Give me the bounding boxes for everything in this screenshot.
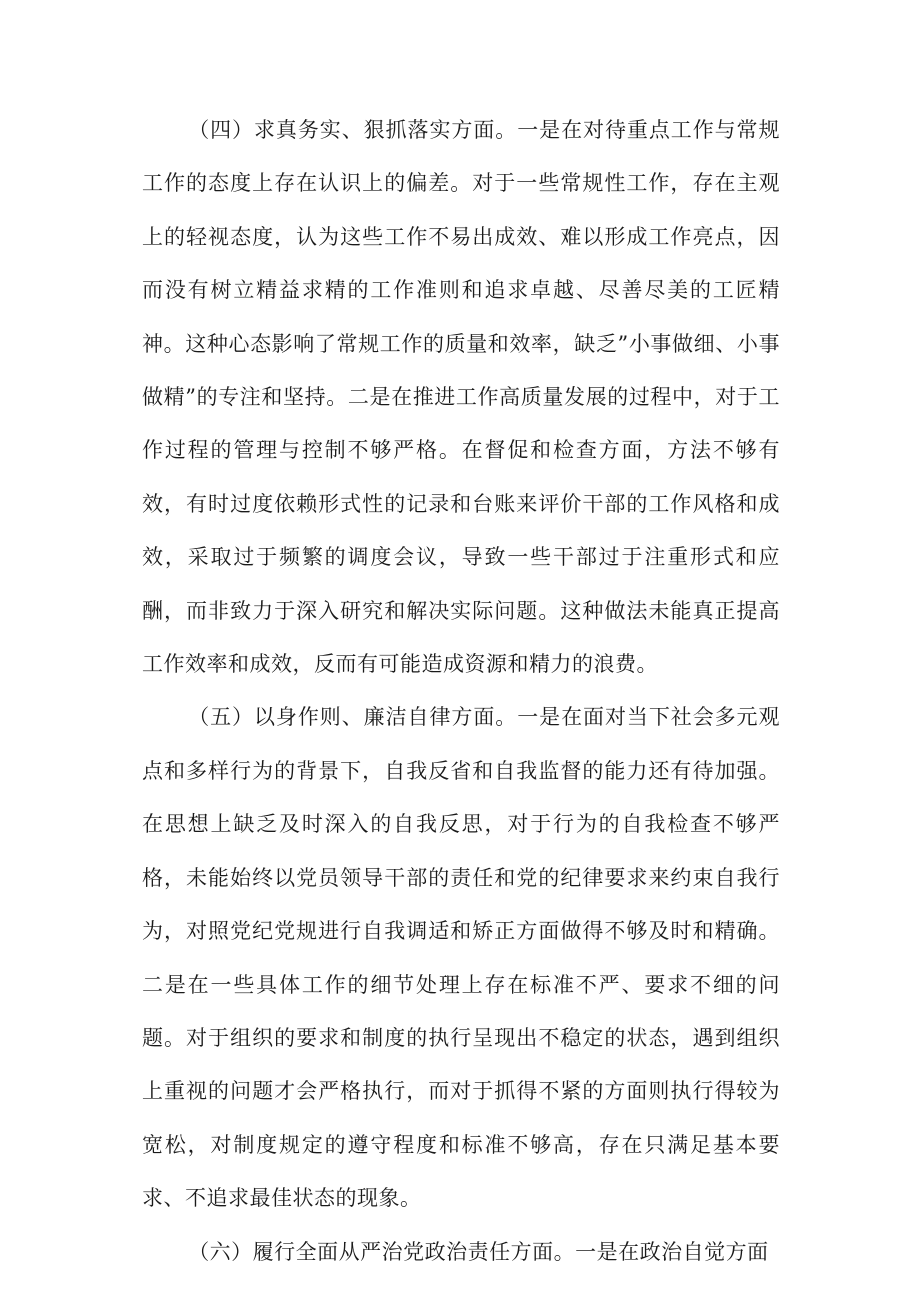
paragraph-five: （五）以身作则、廉洁自律方面。一是在面对当下社会多元观点和多样行为的背景下，自我反省和自我监督的能力还有待加强。在思想上缺乏及时深入的自我反思，对于行为的自我检查不够严格，未能始终以党员领导干部的责任和党的纪律要求来约束自我行为，对照党纪党规进行自我调适和矫正方面做得不够及时和精确。二是在一些具体工作的细节处理上存在标准不严、要求不细的问题。对于组织的要求和制度的执行呈现出不稳定的状态，遇到组织上重视的问题才会严格执行，而对于抓得不紧的方面则执行得较为宽松，对制度规定的遵守程度和标准不够高，存在只满足基本要求、不追求最佳状态的现象。 (142, 705, 780, 1211)
paragraph-six: （六）履行全面从严治党政治责任方面。一是在政治自觉方面 (188, 1239, 769, 1264)
paragraph-four: （四）求真务实、狠抓落实方面。一是在对待重点工作与常规工作的态度上存在认识上的偏差。对于一些常规性工作，存在主观上的轻视态度，认为这些工作不易出成效、难以形成工作亮点，因而没有树立精益求精的工作准则和追求卓越、尽善尽美的工匠精神。这种心态影响了常规工作的质量和效率，缺乏”小事做细、小事做精”的专注和坚持。二是在推进工作高质量发展的过程中，对于工作过程的管理与控制不够严格。在督促和检查方面，方法不够有效，有时过度依赖形式性的记录和台账来评价干部的工作风格和成效，采取过于频繁的调度会议，导致一些干部过于注重形式和应酬，而非致力于深入研究和解决实际问题。这种做法未能真正提高工作效率和成效，反而有可能造成资源和精力的浪费。 (142, 118, 780, 677)
document-body (142, 104, 780, 1279)
